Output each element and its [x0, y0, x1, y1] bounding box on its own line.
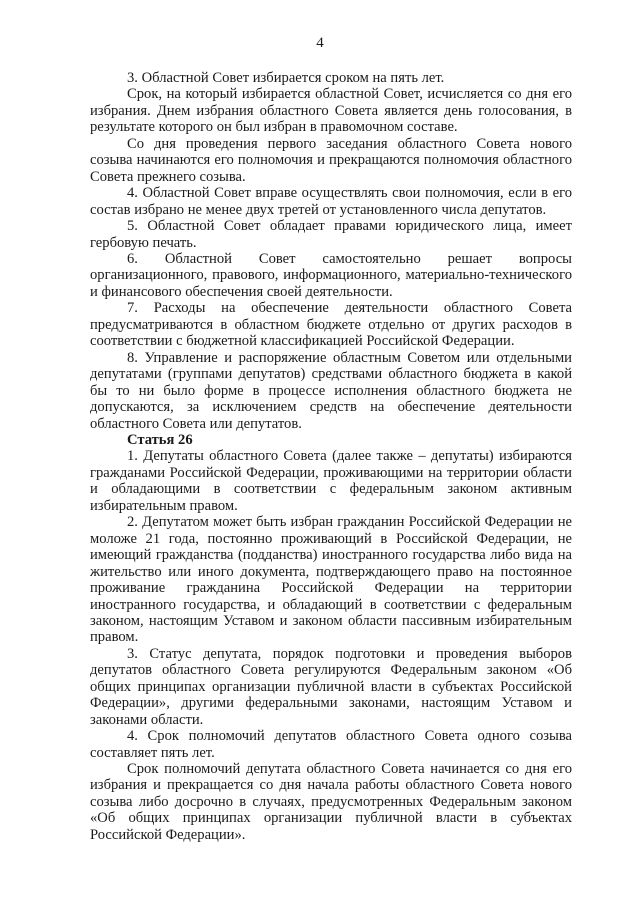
paragraph: Срок, на который избирается областной Совет, исчисляется со дня его избрания. Днем избрания областного Совета является день голосования, в результате которого он был избран в правомочном составе. [90, 86, 572, 136]
paragraph: 8. Управление и распоряжение областным Советом или отдельными депутатами (группами депутатов) средствами областного бюджета в какой бы то ни было форме в процессе исполнения областного бюджета не допускаются, за исключением средств на обеспечение деятельности областного Совета или депутатов. [90, 349, 572, 432]
paragraph: Срок полномочий депутата областного Совета начинается со дня его избрания и прекращается со дня начала работы областного Совета нового созыва либо досрочно в случаях, предусмотренных Федеральным законом «Об общих принципах организации публичной власти в субъектах Российской Федерации». [90, 761, 572, 843]
article-heading: Статья 26 [127, 431, 193, 448]
paragraph: 3. Областной Совет избирается сроком на пять лет. [127, 70, 445, 86]
paragraph: 6. Областной Совет самостоятельно решает вопросы организационного, правового, информационного, материально-технического и финансового обеспечения своей деятельности. [90, 250, 572, 300]
paragraph: 5. Областной Совет обладает правами юридического лица, имеет гербовую печать. [90, 218, 572, 251]
paragraph: 3. Статус депутата, порядок подготовки и проведения выборов депутатов областного Совета регулируются Федеральным законом «Об общих принципах организации публичной власти в субъектах Российской Федерации», другими федеральными законами, настоящим Уставом и законами области. [90, 645, 572, 728]
paragraph: 4. Срок полномочий депутатов областного Совета одного созыва составляет пять лет. [90, 728, 572, 761]
paragraph: 2. Депутатом может быть избран гражданин Российской Федерации не моложе 21 года, постоянно проживающий в Российской Федерации, не имеющий гражданства (подданства) иностранного государства либо вида на жительство или иного документа, подтверждающего право на постоянное проживание гражданина Российской Федерации на территории иностранного государства, и обладающий в соответствии с федеральным законом, настоящим Уставом и законом области пассивным избирательным правом. [90, 514, 572, 646]
document-body [90, 70, 572, 843]
paragraph: 7. Расходы на обеспечение деятельности областного Совета предусматриваются в областном бюджете отдельно от других расходов в соответствии с бюджетной классификацией Российской Федерации. [90, 300, 572, 350]
paragraph: 4. Областной Совет вправе осуществлять свои полномочия, если в его состав избрано не менее двух третей от установленного числа депутатов. [90, 185, 572, 218]
paragraph: 1. Депутаты областного Совета (далее также – депутаты) избираются гражданами Российской Федерации, проживающими на территории области и обладающими в соответствии с федеральным законом активным избирательным правом. [90, 448, 572, 514]
page-number: 4 [316, 35, 324, 51]
paragraph: Со дня проведения первого заседания областного Совета нового созыва начинаются его полномочия и прекращаются полномочия областного Совета прежнего созыва. [90, 135, 572, 185]
